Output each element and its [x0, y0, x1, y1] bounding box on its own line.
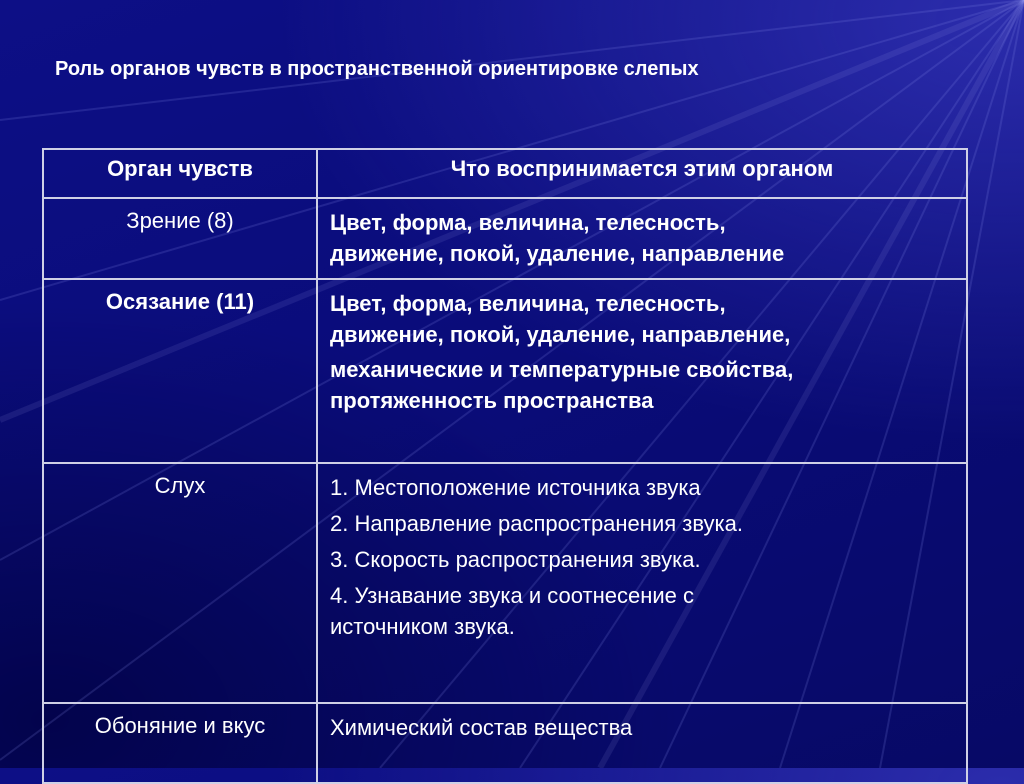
perception-line: движение, покой, удаление, направление,	[330, 322, 791, 347]
perception-line: Цвет, форма, величина, телесность,	[330, 291, 726, 316]
perception-line: протяженность пространства	[330, 388, 654, 413]
table-row	[43, 198, 967, 279]
perception-line: механические и температурные свойства,	[330, 357, 794, 382]
organ-cell: Слух	[43, 463, 317, 703]
perception-item: 2. Направление распространения звука.	[330, 511, 744, 536]
perception-item: 1. Местоположение источника звука	[330, 475, 701, 500]
perception-item: источником звука.	[330, 614, 515, 639]
table-row	[43, 703, 967, 783]
senses-table	[42, 148, 968, 784]
organ-cell: Осязание (11)	[43, 279, 317, 463]
perception-item: 4. Узнавание звука и соотнесение с	[330, 583, 694, 608]
perception-cell	[317, 198, 967, 279]
perception-line: движение, покой, удаление, направление	[330, 241, 785, 266]
perception-item: 3. Скорость распространения звука.	[330, 547, 701, 572]
table-header-row	[43, 149, 967, 198]
perception-cell	[317, 279, 967, 463]
perception-cell	[317, 463, 967, 703]
table-row	[43, 279, 967, 463]
perception-line: Химический состав вещества	[330, 715, 633, 740]
table-row	[43, 463, 967, 703]
perception-cell	[317, 703, 967, 783]
header-organ: Орган чувств	[43, 149, 317, 198]
header-perception: Что воспринимается этим органом	[317, 149, 967, 198]
organ-cell: Зрение (8)	[43, 198, 317, 279]
organ-cell: Обоняние и вкус	[43, 703, 317, 783]
perception-line: Цвет, форма, величина, телесность,	[330, 210, 726, 235]
slide-title: Роль органов чувств в пространственной ориентировке слепых	[55, 58, 699, 80]
